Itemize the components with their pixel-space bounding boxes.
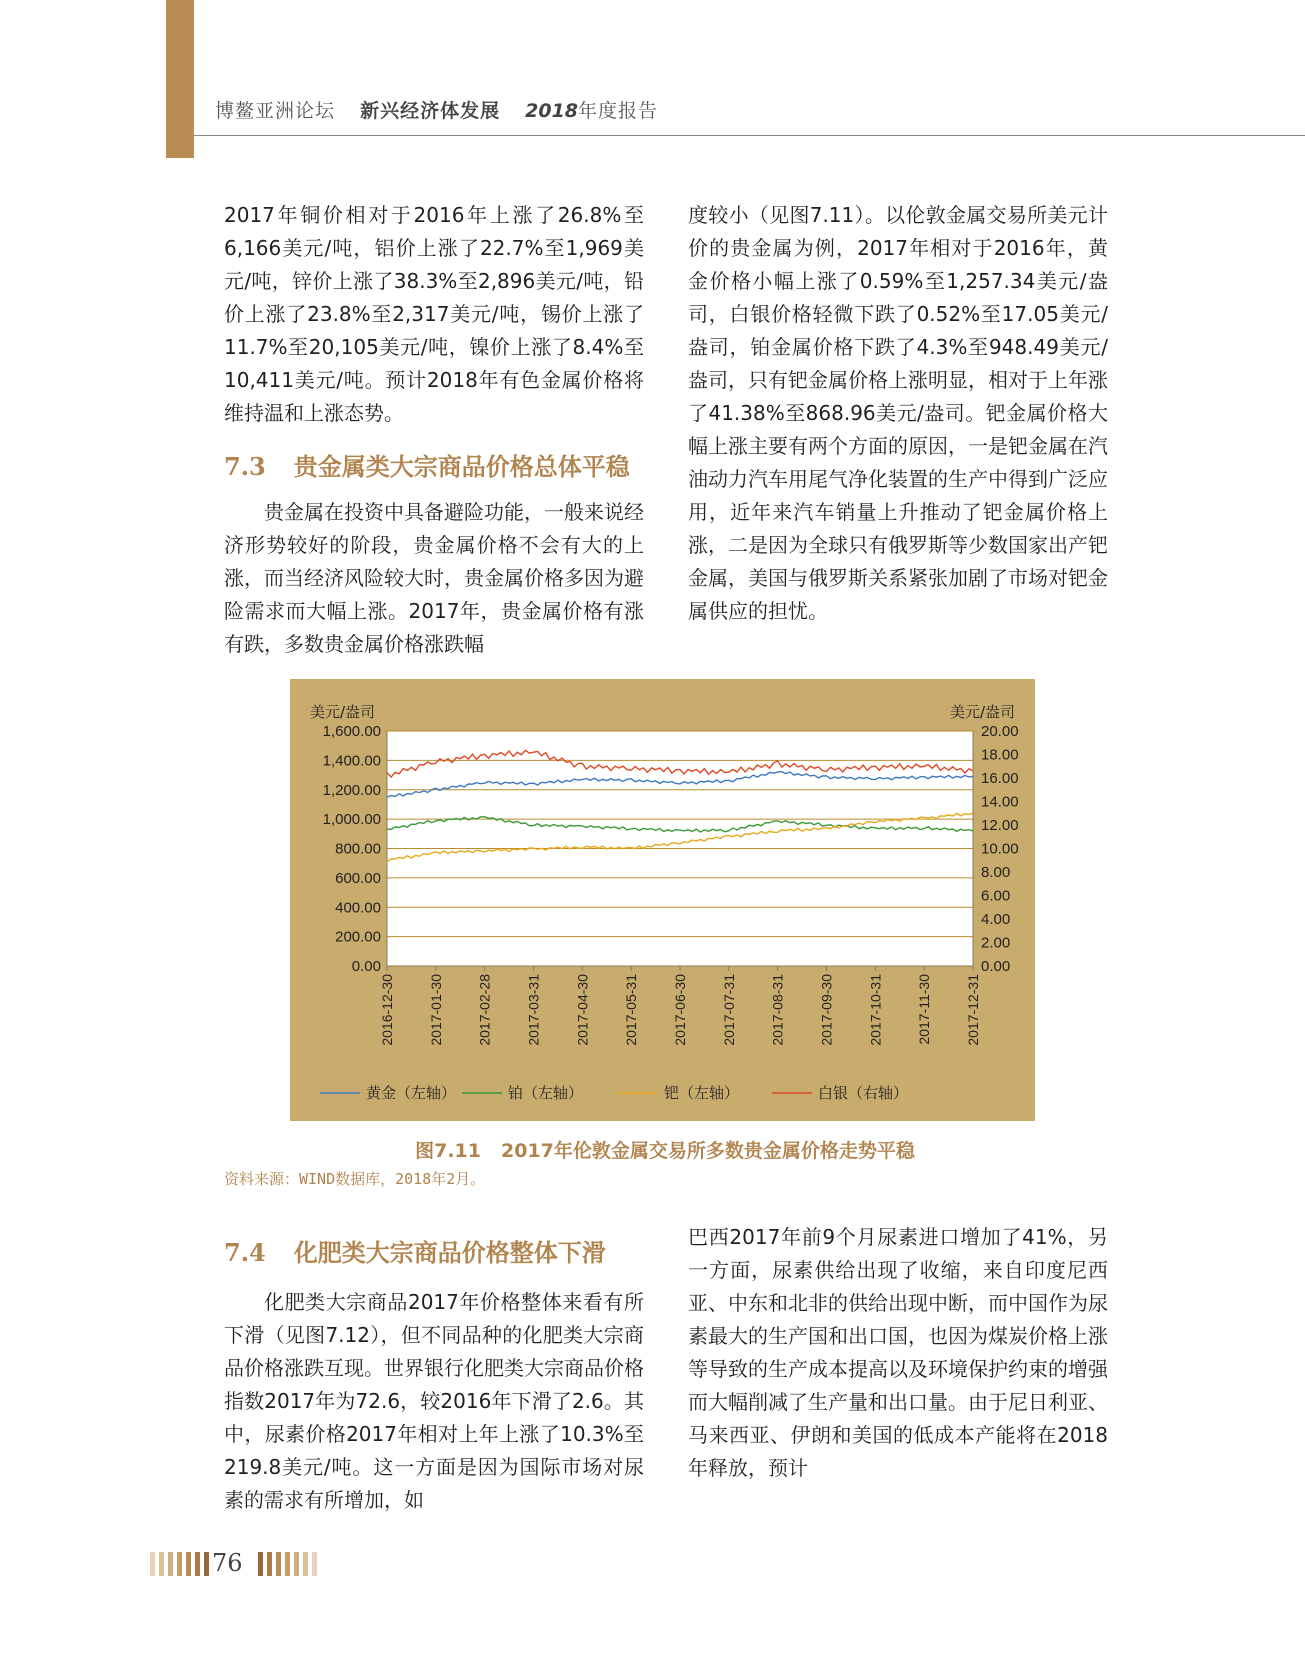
y-tick-right-label: 2.00	[981, 934, 1011, 952]
x-tick-label: 2017-04-30	[574, 974, 591, 1046]
page-number: 76	[212, 1549, 243, 1577]
running-header	[215, 96, 658, 123]
y-tick-left-label: 1,000.00	[322, 811, 381, 829]
section-7-3-number: 7.3	[224, 452, 266, 481]
legend-label-platinum: 铂（左轴）	[508, 1084, 584, 1102]
header-forum: 博鳌亚洲论坛	[215, 100, 336, 122]
legend-label-gold: 黄金（左轴）	[366, 1084, 457, 1102]
figure-7-11-chart	[290, 679, 1035, 1121]
y-tick-right-label: 20.00	[981, 723, 1019, 740]
legend-label-silver: 白银（右轴）	[818, 1084, 909, 1102]
y-tick-right-label: 12.00	[981, 817, 1019, 834]
x-tick-label: 2016-12-30	[379, 974, 395, 1046]
y-tick-left-label: 1,200.00	[322, 781, 381, 799]
y-tick-left-label: 800.00	[335, 840, 381, 858]
section-7-4-paragraph-right: 巴西2017年前9个月尿素进口增加了41%，另一方面，尿素供给出现了收缩，来自印度尼西亚、中东和北非的供给出现中断，而中国作为尿素最大的生产国和出口国，也因为煤炭价格上涨等导致的生产成本提高以及环境保护约束的增强而大幅削减了生产量和出口量。由于尼日利亚、马来西亚、伊朗和美国的低成本产能将在2018年释放，预计	[688, 1225, 1108, 1480]
y-tick-right-label: 10.00	[981, 840, 1019, 858]
x-tick-label: 2017-07-31	[720, 974, 737, 1046]
chart-svg	[290, 679, 1035, 1121]
x-tick-label: 2017-10-31	[867, 974, 884, 1046]
page-ornament-right	[258, 1552, 317, 1578]
header-series: 新兴经济体发展	[360, 100, 501, 122]
x-tick-label: 2017-11-30	[916, 974, 933, 1045]
section-7-3-paragraph-left: 贵金属在投资中具备避险功能，一般来说经济形势较好的阶段，贵金属价格不会有大的上涨，而当经济风险较大时，贵金属价格多因为避险需求而大幅上涨。2017年，贵金属价格有涨有跌，多数贵金属价格涨跌幅	[224, 500, 644, 656]
y-tick-left-label: 1,600.00	[322, 723, 381, 740]
y-tick-right-label: 14.00	[981, 793, 1019, 811]
left-top-paragraph: 2017年铜价相对于2016年上涨了26.8%至6,166美元/吨，铝价上涨了22.7%至1,969美元/吨，锌价上涨了38.3%至2,896美元/吨，铅价上涨了23.8%至2,317美元/吨，锡价上涨了11.7%至20,105美元/吨，镍价上涨了8.4%至10,411美元/吨。预计2018年有色金属价格将维持温和上涨态势。	[224, 203, 644, 425]
y-tick-left-label: 200.00	[335, 928, 381, 946]
y-tick-left-label: 400.00	[335, 899, 381, 917]
section-7-4-number: 7.4	[224, 1238, 266, 1267]
section-7-3-heading	[224, 447, 630, 482]
y-tick-left-label: 1,400.00	[322, 752, 381, 770]
y-tick-left-label: 600.00	[335, 869, 381, 887]
x-tick-label: 2017-02-28	[476, 974, 493, 1046]
header-accent-bar	[166, 0, 194, 158]
header-year: 2018	[525, 100, 579, 122]
figure-source: 资料来源：WIND数据库，2018年2月。	[224, 1170, 486, 1188]
x-tick-label: 2017-01-30	[427, 974, 444, 1046]
section-7-3-title: 贵金属类大宗商品价格总体平稳	[293, 452, 630, 481]
x-tick-label: 2017-12-31	[965, 974, 981, 1046]
figure-caption	[385, 1136, 945, 1163]
legend-label-palladium: 钯（左轴）	[664, 1084, 740, 1102]
y-tick-left-label: 0.00	[351, 958, 381, 975]
x-tick-label: 2017-03-31	[525, 974, 542, 1046]
x-tick-label: 2017-09-30	[818, 974, 835, 1046]
y-tick-right-label: 16.00	[981, 770, 1019, 787]
y-tick-right-label: 6.00	[981, 887, 1011, 905]
y-axis-right-unit: 美元/盎司	[949, 703, 1015, 721]
x-tick-label: 2017-06-30	[672, 974, 688, 1046]
y-tick-right-label: 8.00	[981, 864, 1011, 881]
section-7-4-paragraph-left: 化肥类大宗商品2017年价格整体来看有所下滑（见图7.12），但不同品种的化肥类大宗商品价格涨跌互现。世界银行化肥类大宗商品价格指数2017年为72.6，较2016年下滑了2.6。其中，尿素价格2017年相对上年上涨了10.3%至219.8美元/吨。这一方面是因为国际市场对尿素的需求有所增加，如	[224, 1290, 644, 1512]
y-tick-right-label: 0.00	[981, 958, 1011, 975]
header-report: 年度报告	[578, 100, 659, 122]
section-7-4-title: 化肥类大宗商品价格整体下滑	[293, 1238, 606, 1267]
y-tick-right-label: 4.00	[981, 911, 1011, 928]
y-tick-right-label: 18.00	[981, 746, 1019, 764]
x-tick-label: 2017-05-31	[623, 974, 640, 1046]
x-tick-label: 2017-08-31	[769, 974, 786, 1046]
page-ornament-left	[150, 1552, 209, 1578]
header-rule	[194, 135, 1305, 136]
figure-number: 图7.11	[415, 1140, 481, 1162]
section-7-3-paragraph-right: 度较小（见图7.11）。以伦敦金属交易所美元计价的贵金属为例，2017年相对于2016年，黄金价格小幅上涨了0.59%至1,257.34美元/盎司，白银价格轻微下跌了0.52%至17.05美元/盎司，铂金属价格下跌了4.3%至948.49美元/盎司，只有钯金属价格上涨明显，相对于上年涨了41.38%至868.96美元/盎司。钯金属价格大幅上涨主要有两个方面的原因，一是钯金属在汽油动力汽车用尾气净化装置的生产中得到广泛应用，近年来汽车销量上升推动了钯金属价格上涨，二是因为全球只有俄罗斯等少数国家出产钯金属，美国与俄罗斯关系紧张加剧了市场对钯金属供应的担忧。	[688, 203, 1108, 623]
section-7-4-heading	[224, 1233, 606, 1268]
figure-caption-text: 2017年伦敦金属交易所多数贵金属价格走势平稳	[501, 1140, 915, 1162]
y-axis-left-unit: 美元/盎司	[310, 703, 376, 721]
